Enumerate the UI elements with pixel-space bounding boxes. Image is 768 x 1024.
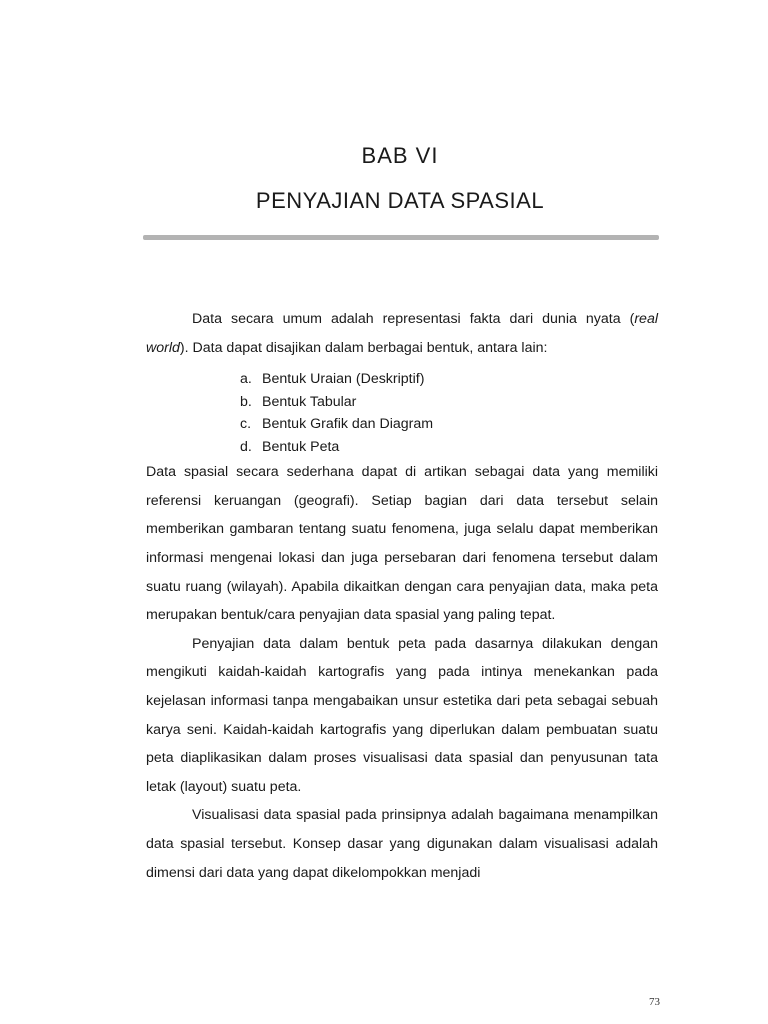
intro-paragraph: [146, 305, 658, 362]
paragraph-spatial-data: Data spasial secara sederhana dapat di artikan sebagai data yang memiliki referensi keruangan (geografi). Setiap bagian dari data tersebut selain memberikan gambaran tentang suatu fenomena, juga selalu dapat memberikan informasi mengenai lokasi dan juga persebaran dari fenomena tersebut dalam suatu ruang (wilayah). Apabila dikaitkan dengan cara penyajian data, maka peta merupakan bentuk/cara penyajian data spasial yang paling tepat.: [146, 464, 658, 624]
body-text: [146, 305, 658, 887]
intro-text-before: Data secara umum adalah representasi fakta dari dunia nyata (: [192, 311, 635, 327]
list-item-text: Bentuk Uraian (Deskriptif): [262, 371, 425, 388]
list-marker: a.: [240, 371, 252, 388]
title-divider: [143, 235, 659, 240]
intro-italic-term: real world: [146, 311, 658, 356]
paragraph-map-presentation: Penyajian data dalam bentuk peta pada dasarnya dilakukan dengan mengikuti kaidah-kaidah kartografis yang pada intinya menekankan pada kejelasan informasi tanpa mengabaikan unsur estetika dari peta sebagai sebuah karya seni. Kaidah-kaidah kartografis yang diperlukan dalam pembuatan suatu peta diaplikasikan dalam proses visualisasi data spasial dan penyusunan tata letak (layout) suatu peta.: [146, 635, 658, 795]
list-item-text: Bentuk Grafik dan Diagram: [262, 416, 434, 433]
page-number: 73: [649, 996, 660, 1008]
list-item: [240, 436, 658, 459]
chapter-number: BAB VI: [361, 143, 439, 168]
form-list: [146, 368, 658, 458]
list-item-text: Bentuk Tabular: [262, 393, 357, 410]
list-marker: c.: [240, 416, 252, 433]
list-item: [240, 368, 658, 391]
chapter-title: PENYAJIAN DATA SPASIAL: [255, 188, 545, 213]
intro-text-after: ). Data dapat disajikan dalam berbagai bentuk, antara lain:: [179, 339, 548, 356]
list-item: [240, 391, 658, 414]
list-marker: b.: [240, 393, 252, 410]
paragraph-visualization: Visualisasi data spasial pada prinsipnya adalah bagaimana menampilkan data spasial tersebut. Konsep dasar yang digunakan dalam visualisasi adalah dimensi dari data yang dapat dikelompokkan menjadi: [146, 807, 658, 881]
list-item: [240, 413, 658, 436]
list-item-text: Bentuk Peta: [262, 438, 340, 455]
list-marker: d.: [240, 438, 252, 455]
